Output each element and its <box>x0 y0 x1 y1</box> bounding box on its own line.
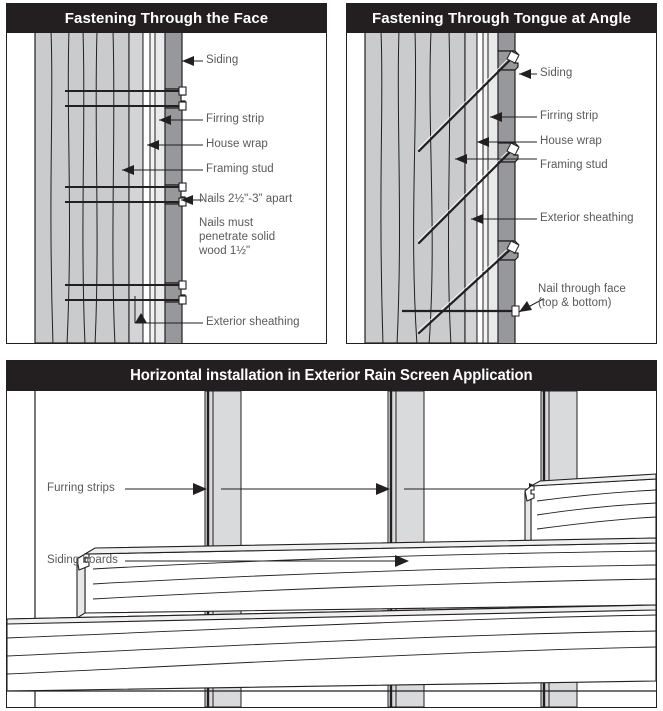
label-framing-stud: Framing stud <box>206 163 274 175</box>
panel-title-fastening-tongue <box>347 4 656 33</box>
label-house-wrap: House wrap <box>540 135 602 147</box>
label-siding: Siding <box>206 54 239 66</box>
label-siding-boards: Siding boards <box>47 554 118 566</box>
panel-body-fastening-tongue <box>347 33 656 343</box>
panel-body-fastening-face <box>7 33 326 343</box>
label-nail-note-line2: penetrate solid <box>199 231 276 243</box>
label-nail-note-line1: Nails must <box>199 217 254 229</box>
label-nail-spacing: Nails 2½"-3” apart <box>199 193 293 205</box>
label-firring-strip: Firring strip <box>206 113 265 125</box>
panel-title-text: Horizontal installation in Exterior Rain Screen Application <box>130 367 533 384</box>
panel-title-text: Fastening Through Tongue at Angle <box>371 10 632 27</box>
siding-course-bottom <box>7 605 656 691</box>
panel-fastening-through-face <box>6 3 327 344</box>
label-house-wrap: House wrap <box>206 138 268 150</box>
label-exterior-sheathing: Exterior sheathing <box>540 212 634 224</box>
siding-course-top <box>525 474 656 547</box>
house-wrap <box>477 33 483 343</box>
label-nail-note-line3: wood 1½" <box>199 245 251 257</box>
panel-title-horizontal-rain-screen <box>7 361 656 391</box>
diagram-horizontal-rain-screen <box>7 391 656 707</box>
label-firring-strip: Firring strip <box>540 110 599 122</box>
nail-through-face-arrowhead <box>519 301 532 312</box>
panel-horizontal-rain-screen <box>6 360 657 708</box>
label-exterior-sheathing: Exterior sheathing <box>206 316 300 328</box>
label-nail-through-face-line2: (top & bottom) <box>538 297 612 309</box>
label-nail-through-face-line1: Nail through face <box>538 283 626 295</box>
diagram-fastening-face <box>7 33 326 343</box>
siding-course-middle <box>77 538 656 618</box>
siding-boards <box>498 33 518 343</box>
panel-fastening-through-tongue <box>346 3 657 344</box>
label-framing-stud: Framing stud <box>540 159 608 171</box>
panel-title-fastening-face <box>7 4 326 33</box>
panel-body-horizontal-rain-screen <box>7 391 656 707</box>
panel-title-text: Fastening Through the Face <box>64 10 269 27</box>
label-siding: Siding <box>540 67 573 79</box>
bottom-face-nail-head <box>512 306 519 316</box>
label-furring-strips: Furring strips <box>47 482 115 494</box>
